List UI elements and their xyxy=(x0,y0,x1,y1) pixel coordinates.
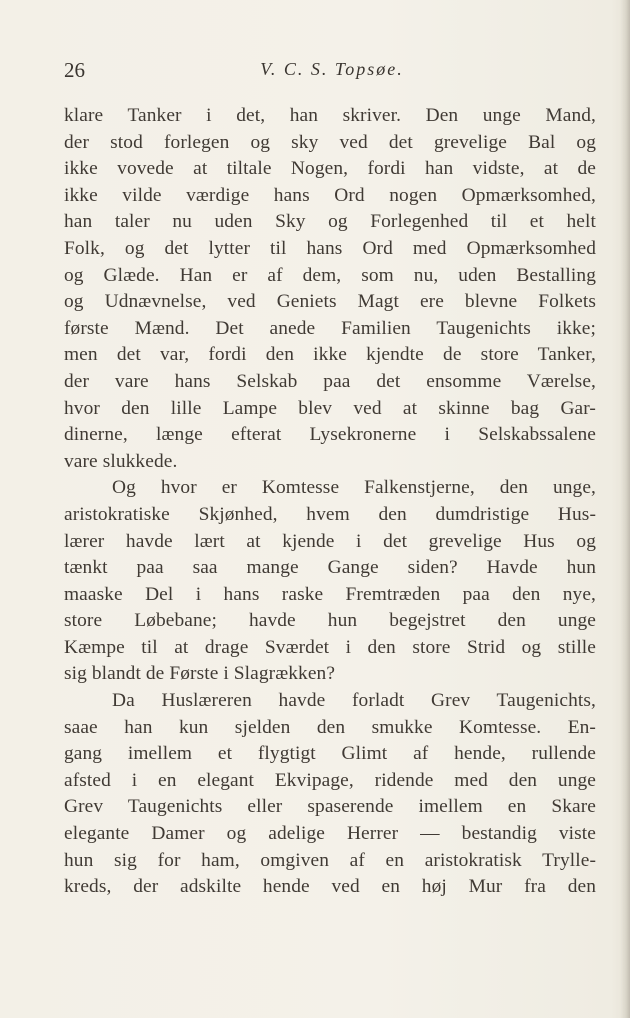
text-line: Grev Taugenichts eller spaserende imellem en Skare xyxy=(64,796,596,818)
text-line: ikke vilde værdige hans Ord nogen Opmærksomhed, xyxy=(64,184,596,206)
text-line: men det var, fordi den ikke kjendte de store Tanker, xyxy=(64,344,596,366)
page-header xyxy=(64,58,600,86)
text-line: Og hvor er Komtesse Falkenstjerne, den unge, xyxy=(112,477,596,499)
text-line: klare Tanker i det, han skriver. Den unge Mand, xyxy=(64,105,596,126)
body-text xyxy=(64,103,596,901)
text-line: han taler nu uden Sky og Forlegenhed til et helt xyxy=(64,211,596,233)
text-line: afsted i en elegant Ekvipage, ridende med den unge xyxy=(64,769,596,791)
text-line: Da Huslæreren havde forladt Grev Taugenichts, xyxy=(112,690,596,712)
text-line: elegante Damer og adelige Herrer — bestandig viste xyxy=(64,823,596,845)
running-head: V. C. S. Topsøe. xyxy=(260,59,404,79)
text-line: og Glæde. Han er af dem, som nu, uden Bestalling xyxy=(64,264,596,286)
text-line: tænkt paa saa mange Gange siden? Havde hun xyxy=(64,557,596,579)
text-line: dinerne, længe efterat Lysekronerne i Selskabssalene xyxy=(64,424,596,446)
page-edge-shadow xyxy=(620,0,630,1018)
text-line: lærer havde lært at kjende i det grevelige Hus og xyxy=(64,530,596,552)
text-line: aristokratiske Skjønhed, hvem den dumdristige Hus- xyxy=(64,503,596,525)
text-line: saae han kun sjelden den smukke Komtesse. En- xyxy=(64,716,596,738)
text-line: og Udnævnelse, ved Geniets Magt ere blevne Folkets xyxy=(64,291,596,313)
text-line: første Mænd. Det anede Familien Taugenichts ikke; xyxy=(64,317,596,339)
text-line: kreds, der adskilte hende ved en høj Mur fra den xyxy=(64,876,596,898)
text-line: gang imellem et flygtigt Glimt af hende, rullende xyxy=(64,743,596,765)
text-line: store Løbebane; havde hun begejstret den unge xyxy=(64,610,596,632)
text-line: maaske Del i hans raske Fremtræden paa den nye, xyxy=(64,583,596,605)
text-line: hvor den lille Lampe blev ved at skinne bag Gar- xyxy=(64,397,596,419)
text-line: Folk, og det lytter til hans Ord med Opmærksomhed xyxy=(64,237,596,259)
text-line: vare slukkede. xyxy=(64,450,178,472)
page-number: 26 xyxy=(64,58,85,82)
text-line: Kæmpe til at drage Sværdet i den store Strid og stille xyxy=(64,636,596,658)
text-line: hun sig for ham, omgiven af en aristokratisk Trylle- xyxy=(64,849,596,871)
text-line: ikke vovede at tiltale Nogen, fordi han vidste, at de xyxy=(64,158,596,180)
text-line: der vare hans Selskab paa det ensomme Værelse, xyxy=(64,370,596,392)
text-line: der stod forlegen og sky ved det grevelige Bal og xyxy=(64,131,596,153)
text-line: sig blandt de Første i Slagrækken? xyxy=(64,663,336,685)
